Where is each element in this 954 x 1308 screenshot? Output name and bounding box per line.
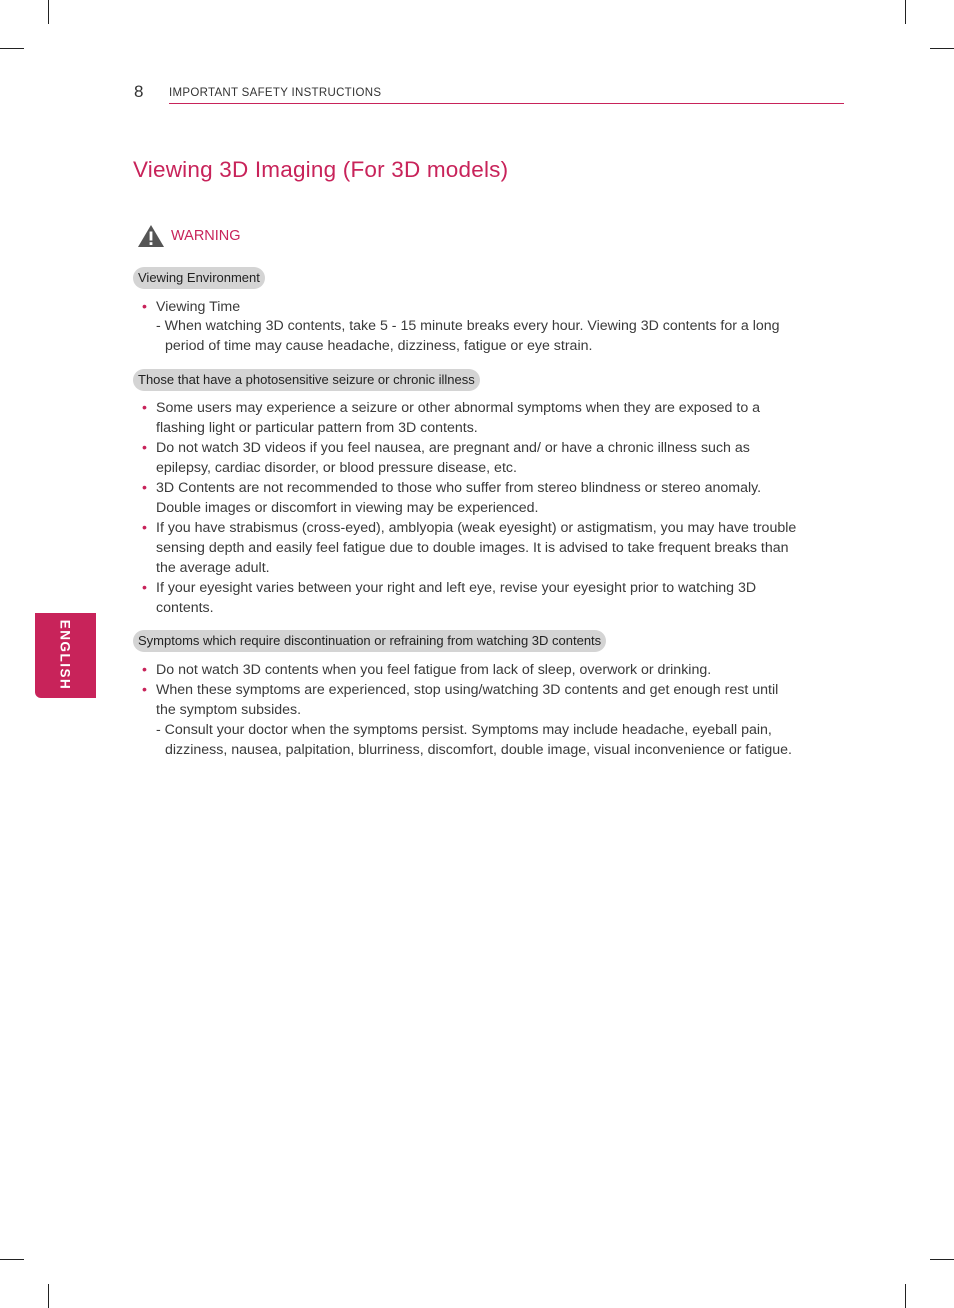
bullet-text-continued: the symptom subsides.	[156, 702, 302, 718]
bullet-text: When these symptoms are experienced, stop using/watching 3D contents and get enough rest until	[156, 682, 779, 698]
language-tab-label: ENGLISH	[57, 619, 73, 691]
bullet-text-continued: sensing depth and easily feel fatigue due to double images. It is advised to take frequent breaks than	[156, 540, 789, 556]
bullet-text-continued: epilepsy, cardiac disorder, or blood pressure disease, etc.	[156, 460, 517, 476]
list-item	[156, 518, 796, 538]
crop-mark	[930, 1259, 954, 1260]
warning-triangle-icon	[137, 224, 165, 248]
list-item	[156, 398, 760, 418]
bullet-text: If you have strabismus (cross-eyed), amblyopia (weak eyesight) or astigmatism, you may have trouble	[156, 520, 797, 536]
crop-mark	[0, 48, 24, 49]
warning-label: WARNING	[171, 228, 241, 244]
list-item	[156, 660, 711, 680]
page-number: 8	[134, 82, 144, 101]
list-item	[156, 438, 750, 458]
language-tab	[35, 613, 96, 698]
section-heading-viewing-environment: Viewing Environment	[133, 267, 265, 289]
bullet-text-continued: the average adult.	[156, 560, 270, 576]
detail-text: - Consult your doctor when the symptoms persist. Symptoms may include headache, eyeball pain,	[156, 722, 772, 738]
crop-mark	[48, 0, 49, 24]
bullet-text: Do not watch 3D contents when you feel fatigue from lack of sleep, overwork or drinking.	[156, 662, 712, 678]
crop-mark	[48, 1284, 49, 1308]
header-rule	[169, 103, 844, 104]
page-title: Viewing 3D Imaging (For 3D models)	[133, 157, 509, 182]
crop-mark	[905, 0, 906, 24]
crop-mark	[930, 48, 954, 49]
list-item	[156, 680, 778, 700]
crop-mark	[905, 1284, 906, 1308]
detail-text: period of time may cause headache, dizziness, fatigue or eye strain.	[165, 338, 593, 354]
section-heading-symptoms: Symptoms which require discontinuation or refraining from watching 3D contents	[133, 630, 606, 652]
page-header	[134, 82, 844, 106]
section-heading-photosensitive: Those that have a photosensitive seizure or chronic illness	[133, 369, 480, 391]
bullet-text: Do not watch 3D videos if you feel nausea, are pregnant and/ or have a chronic illness such as	[156, 440, 750, 456]
detail-text: - When watching 3D contents, take 5 - 15 minute breaks every hour. Viewing 3D contents for a long	[156, 318, 780, 334]
bullet-text: Some users may experience a seizure or other abnormal symptoms when they are exposed to a	[156, 400, 761, 416]
bullet-text-continued: flashing light or particular pattern from 3D contents.	[156, 420, 478, 436]
bullet-text-continued: Double images or discomfort in viewing may be experienced.	[156, 500, 539, 516]
bullet-text-continued: contents.	[156, 600, 214, 616]
running-head: IMPORTANT SAFETY INSTRUCTIONS	[169, 87, 382, 99]
crop-mark	[0, 1259, 24, 1260]
bullet-text: Viewing Time	[156, 299, 241, 315]
list-item	[156, 478, 761, 498]
list-item	[156, 578, 756, 598]
bullet-text: If your eyesight varies between your right and left eye, revise your eyesight prior to watching 3D	[156, 580, 757, 596]
detail-text: dizziness, nausea, palpitation, blurriness, discomfort, double image, visual inconvenience or fatigue.	[165, 742, 792, 758]
list-item	[156, 297, 240, 317]
bullet-text: 3D Contents are not recommended to those who suffer from stereo blindness or stereo anomaly.	[156, 480, 762, 496]
